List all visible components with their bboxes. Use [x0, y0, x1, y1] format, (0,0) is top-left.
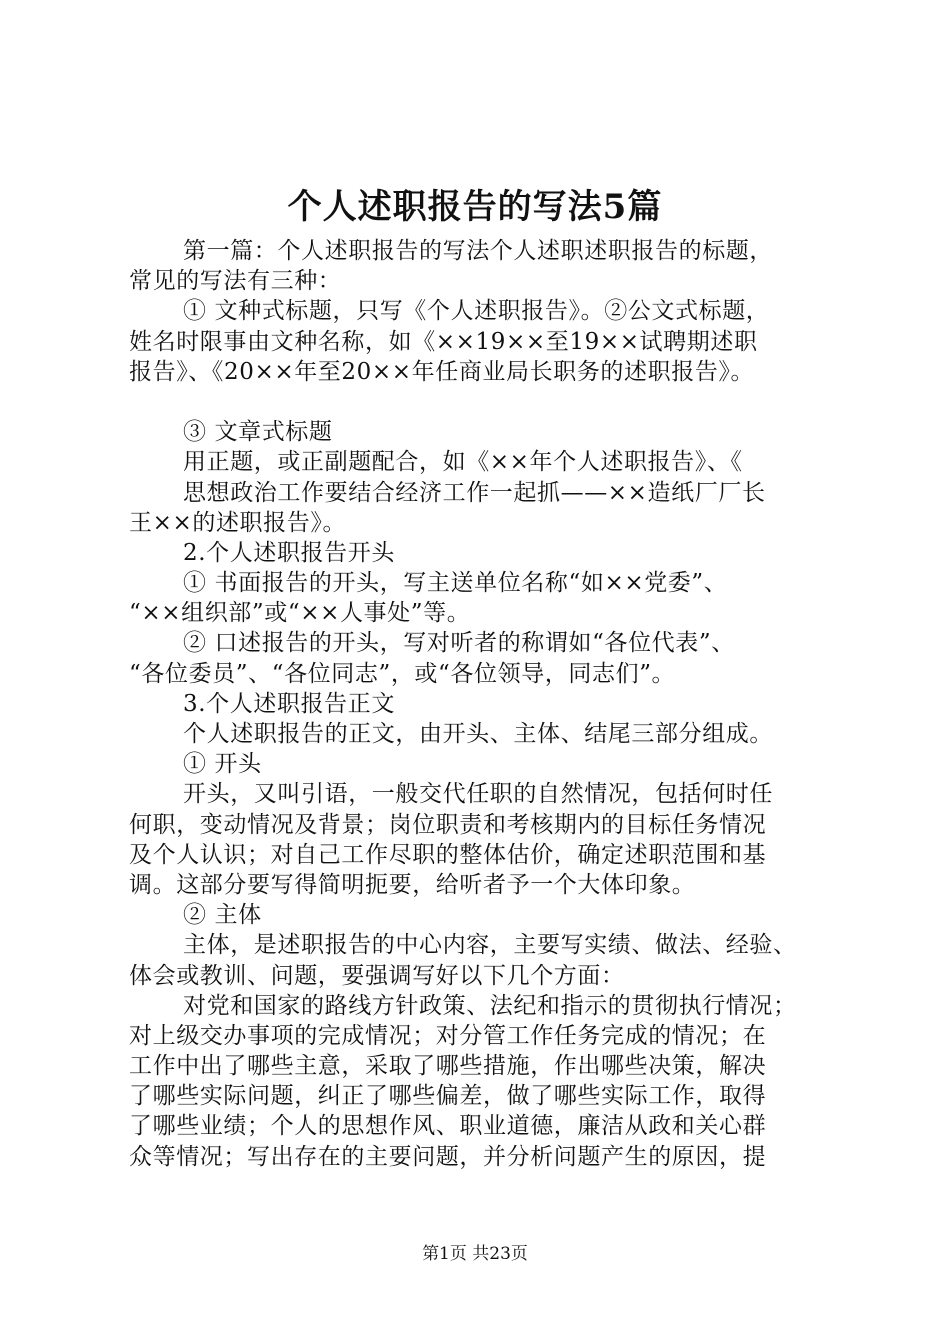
paragraph-line: 何职，变动情况及背景；岗位职责和考核期内的目标任务情况	[129, 811, 767, 838]
document-title: 个人述职报告的写法5篇	[287, 187, 663, 227]
paragraph-line: “××组织部”或“××人事处”等。	[129, 600, 471, 627]
paragraph-line: 姓名时限事由文种名称，如《××19××至19××试聘期述职	[129, 328, 758, 355]
paragraph-line: 对上级交办事项的完成情况；对分管工作任务完成的情况；在	[129, 1022, 767, 1049]
section-heading: 2.个人述职报告开头	[183, 539, 395, 566]
paragraph-line: 工作中出了哪些主意，采取了哪些措施，作出哪些决策，解决	[129, 1053, 767, 1080]
paragraph-line: 了哪些业绩；个人的思想作风、职业道德，廉洁从政和关心群	[129, 1113, 767, 1140]
paragraph-line: ① 书面报告的开头，写主送单位名称“如××党委”、	[183, 570, 728, 597]
paragraph-line: 开头，又叫引语，一般交代任职的自然情况，包括何时任	[183, 781, 773, 808]
paragraph-gap	[129, 387, 834, 417]
paragraph-line: 体会或教训、问题，要强调写好以下几个方面：	[129, 962, 625, 989]
paragraph-line: ③ 文章式标题	[183, 419, 333, 446]
paragraph-line: 常见的写法有三种：	[129, 268, 342, 295]
section-heading: 3.个人述职报告正文	[183, 690, 395, 717]
paragraph-line: ① 文种式标题，只写《个人述职报告》。②公文式标题，	[183, 298, 770, 325]
paragraph-line: 调。这部分要写得简明扼要，给听者予一个大体印象。	[129, 871, 696, 898]
subsection-heading: ① 开头	[183, 751, 262, 778]
paragraph-line: 主体，是述职报告的中心内容，主要写实绩、做法、经验、	[183, 932, 797, 959]
paragraph-line: 思想政治工作要结合经济工作一起抓——××造纸厂厂长	[183, 479, 766, 506]
paragraph-line: 及个人认识；对自己工作尽职的整体估价，确定述职范围和基	[129, 841, 767, 868]
paragraph-line: 用正题，或正副题配合，如《××年个人述职报告》、《	[183, 449, 743, 476]
subsection-heading: ② 主体	[183, 902, 262, 929]
paragraph-line: ② 口述报告的开头，写对听者的称谓如“各位代表”、	[183, 630, 735, 657]
paragraph-line: 了哪些实际问题，纠正了哪些偏差，做了哪些实际工作，取得	[129, 1083, 767, 1110]
paragraph-line: 对党和国家的路线方针政策、法纪和指示的贯彻执行情况；	[183, 992, 797, 1019]
page-indicator: 第1页 共23页	[422, 1244, 528, 1264]
paragraph-line: 报告》、《20××年至20××年任商业局长职务的述职报告》。	[129, 358, 755, 385]
paragraph-line: 个人述职报告的正文，由开头、主体、结尾三部分组成。	[183, 721, 773, 747]
paragraph-line: 众等情况；写出存在的主要问题，并分析问题产生的原因，提	[129, 1143, 767, 1170]
paragraph-line: 王××的述职报告》。	[129, 509, 347, 536]
paragraph-line: 第一篇：个人述职报告的写法个人述职述职报告的标题，	[183, 238, 773, 264]
paragraph-line: “各位委员”、“各位同志”，或“各位领导，同志们”。	[129, 660, 676, 687]
document-body	[129, 236, 834, 1172]
